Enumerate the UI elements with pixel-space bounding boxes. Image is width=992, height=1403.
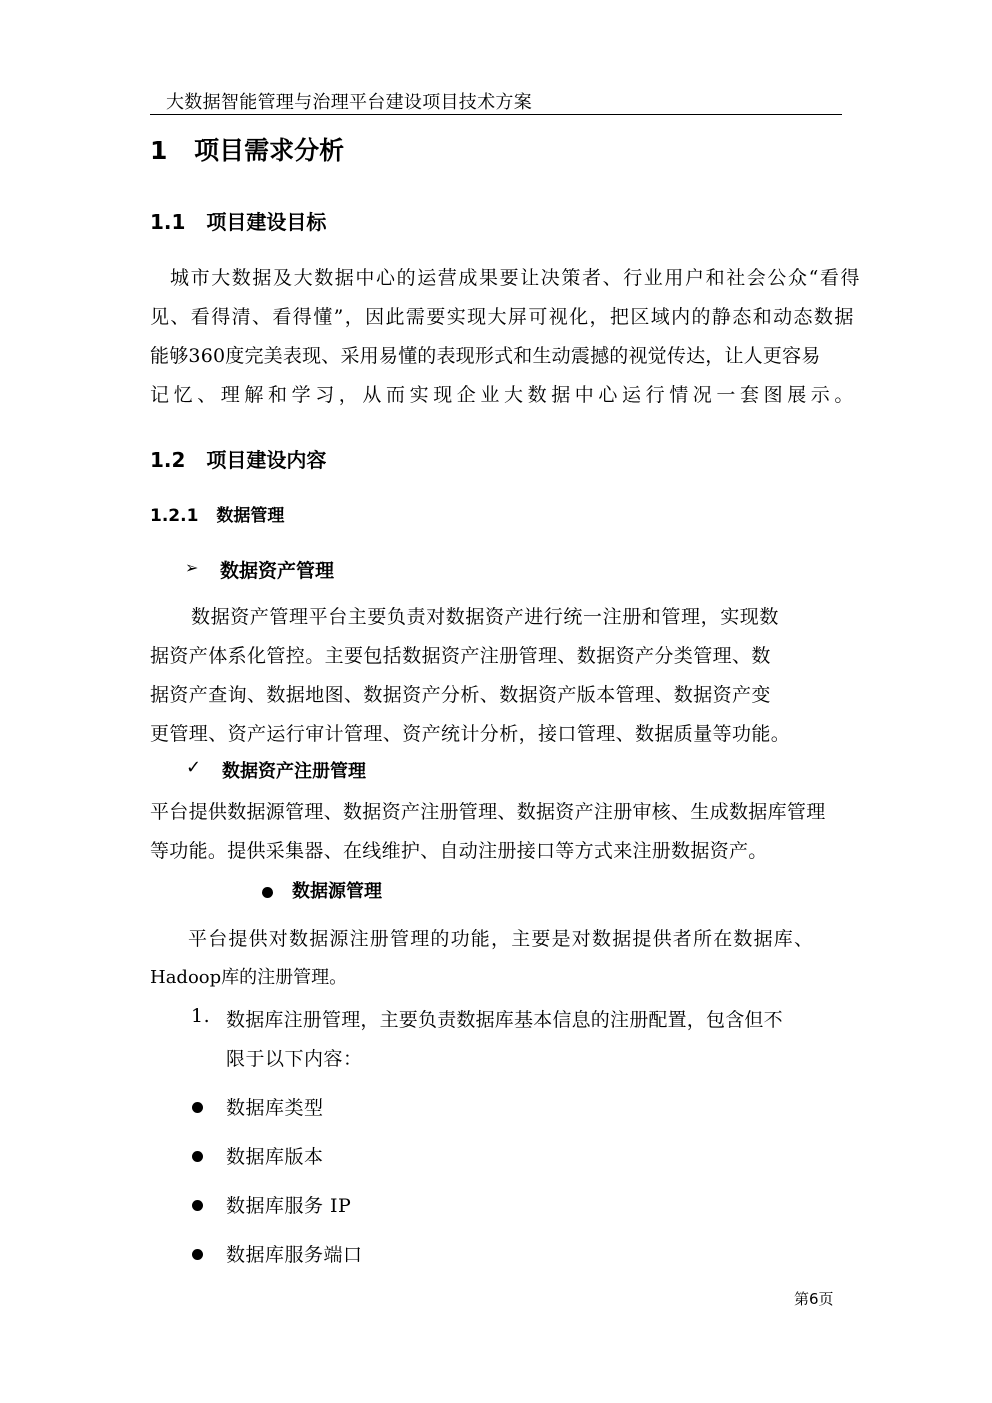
heading-1-1 <box>150 206 326 235</box>
heading-1-2-title: 项目建设内容 <box>206 448 327 472</box>
asset-mgmt-line: 据资产查询、数据地图、数据资产分析、数据资产版本管理、数据资产变 <box>150 684 771 706</box>
list-item-line: 限于以下内容： <box>226 1048 363 1070</box>
bullet-dot-icon <box>192 1245 203 1264</box>
asset-mgmt-title: 数据资产管理 <box>220 560 335 582</box>
bullet-dot-icon <box>192 1196 203 1215</box>
list-item-line: 数据库注册管理，主要负责数据库基本信息的注册配置，包含但不 <box>226 1009 783 1031</box>
asset-reg-line: 平台提供数据源管理、数据资产注册管理、数据资产注册审核、生成数据库管理 <box>150 801 826 823</box>
heading-1-1-title: 项目建设目标 <box>206 210 327 234</box>
heading-1-2-1 <box>150 501 284 526</box>
goal-paragraph-line: 见、看得清、看得懂”，因此需要实现大屏可视化，把区域内的静态和动态数据 <box>150 306 855 328</box>
heading-1-1-number: 1.1 <box>150 210 186 234</box>
asset-reg-title: 数据资产注册管理 <box>222 761 366 782</box>
header-rule <box>150 114 842 115</box>
list-item: 数据库版本 <box>226 1146 324 1168</box>
arrow-bullet-icon: ➢ <box>185 558 199 577</box>
heading-1-2 <box>150 444 326 473</box>
goal-paragraph-line: 城市大数据及大数据中心的运营成果要让决策者、行业用户和社会公众“看得 <box>170 267 862 289</box>
bullet-dot-icon <box>192 1098 203 1117</box>
goal-paragraph-line: 能够360度完美表现、采用易懂的表现形式和生动震撼的视觉传达，让人更容易 <box>150 345 821 367</box>
running-header: 大数据智能管理与治理平台建设项目技术方案 <box>166 92 532 113</box>
heading-1 <box>150 131 344 167</box>
asset-reg-line: 等功能。提供采集器、在线维护、自动注册接口等方式来注册数据资产。 <box>150 840 768 862</box>
check-icon: ✓ <box>186 757 202 778</box>
heading-1-2-number: 1.2 <box>150 448 186 472</box>
heading-1-number: 1 <box>150 136 168 165</box>
asset-mgmt-line: 更管理、资产运行审计管理、资产统计分析，接口管理、数据质量等功能。 <box>150 723 791 745</box>
list-item: 数据库服务 IP <box>226 1195 352 1217</box>
asset-mgmt-line: 据资产体系化管控。主要包括数据资产注册管理、数据资产分类管理、数 <box>150 645 771 667</box>
goal-paragraph-line: 记忆、理解和学习，从而实现企业大数据中心运行情况一套图展示。 <box>150 384 859 406</box>
list-item: 数据库类型 <box>226 1097 324 1119</box>
datasource-line: 平台提供对数据源注册管理的功能，主要是对数据提供者所在数据库、 <box>188 928 815 950</box>
datasource-line: Hadoop库的注册管理。 <box>150 967 348 988</box>
list-number: 1. <box>191 1005 211 1027</box>
list-item: 数据库服务端口 <box>226 1244 363 1266</box>
bullet-dot-icon <box>192 1147 203 1166</box>
heading-1-2-1-number: 1.2.1 <box>150 506 199 526</box>
datasource-title: 数据源管理 <box>292 881 382 902</box>
bullet-dot-icon <box>262 883 273 902</box>
heading-1-title: 项目需求分析 <box>194 136 345 165</box>
heading-1-2-1-title: 数据管理 <box>216 506 285 526</box>
page-number: 第6页 <box>794 1290 834 1308</box>
asset-mgmt-line: 数据资产管理平台主要负责对数据资产进行统一注册和管理，实现数 <box>191 606 780 628</box>
